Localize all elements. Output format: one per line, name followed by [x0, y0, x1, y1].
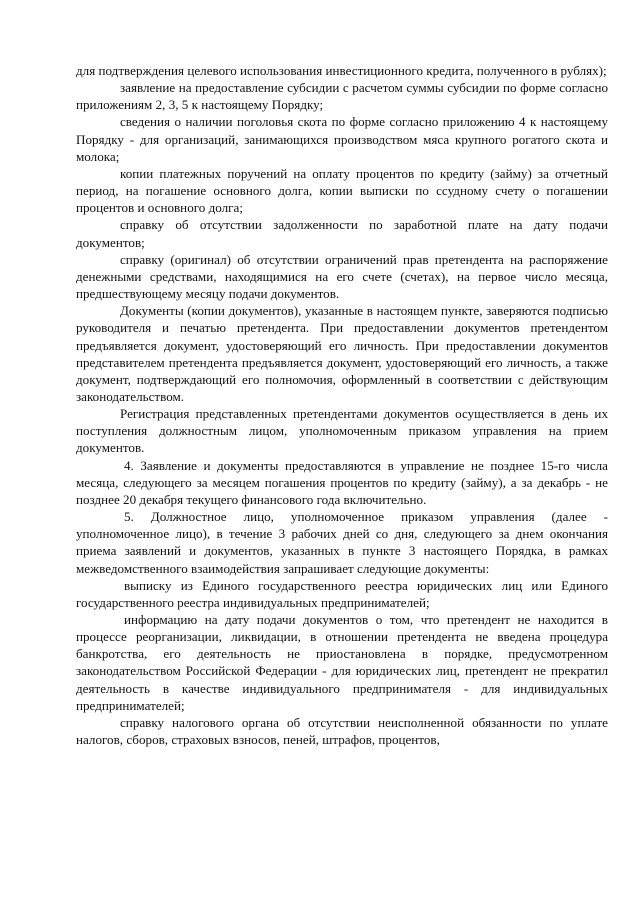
- paragraph: выписку из Единого государственного реестра юридических лиц или Единого государственного реестра индивидуальных предпринимателей;: [76, 577, 608, 610]
- paragraph: 5. Должностное лицо, уполномоченное приказом управления (далее - уполномоченное лицо), в течение 3 рабочих дней со дня, следующего за днем окончания приема заявлений и документов, указанных в пункте 3 настоящего Порядка, в рамках межведомственного взаимодействия запрашивает следующие документы:: [76, 509, 608, 576]
- paragraph: информацию на дату подачи документов о том, что претендент не находится в процессе реорганизации, ликвидации, в отношении претендента не введена процедура банкротства, его деятельность не приостановлена в порядке, предусмотренном законодательством Российской Федерации - для юридических лиц, претендент не прекратил деятельность в качестве индивидуального предпринимателя - для индивидуальных предпринимателей;: [76, 612, 608, 713]
- paragraph: справку (оригинал) об отсутствии ограничений прав претендента на распоряжение денежными средствами, находящимися на его счете (счетах), на первое число месяца, предшествующему месяцу подачи документов.: [76, 251, 608, 302]
- paragraph: копии платежных поручений на оплату процентов по кредиту (займу) за отчетный период, на погашение основного долга, копии выписки по ссудному счету о погашении процентов и основного долга;: [76, 165, 608, 216]
- paragraph: сведения о наличии поголовья скота по форме согласно приложению 4 к настоящему Порядку - для организаций, занимающихся производством мяса крупного рогатого скота и молока;: [76, 114, 608, 164]
- paragraph: заявление на предоставление субсидии с расчетом суммы субсидии по форме согласно приложениям 2, 3, 5 к настоящему Порядку;: [76, 80, 608, 113]
- paragraph: справку налогового органа об отсутствии неисполненной обязанности по уплате налогов, сборов, страховых взносов, пеней, штрафов, процентов,: [76, 714, 608, 748]
- paragraph: Регистрация представленных претендентами документов осуществляется в день их поступления должностным лицом, уполномоченным приказом управления на прием документов.: [76, 406, 608, 456]
- document-page: [76, 62, 608, 748]
- paragraph: Документы (копии документов), указанные в настоящем пункте, заверяются подписью руководителя и печатью претендента. При предоставлении документов претендентом предъявляется документ, удостоверяющий его личность. При предоставлении документов представителем претендента предъявляется документ, удостоверяющий его личность, а также документ, подтверждающий его полномочия, оформленный в соответствии с действующим законодательством.: [76, 303, 608, 404]
- paragraph: справку об отсутствии задолженности по заработной плате на дату подачи документов;: [76, 217, 608, 250]
- paragraph: для подтверждения целевого использования инвестиционного кредита, полученного в рублях);: [76, 63, 607, 78]
- paragraph: 4. Заявление и документы предоставляются в управление не позднее 15-го числа месяца, следующего за месяцем погашения процентов по кредиту (займу), а за декабрь - не позднее 20 декабря текущего финансового года включительно.: [76, 457, 608, 507]
